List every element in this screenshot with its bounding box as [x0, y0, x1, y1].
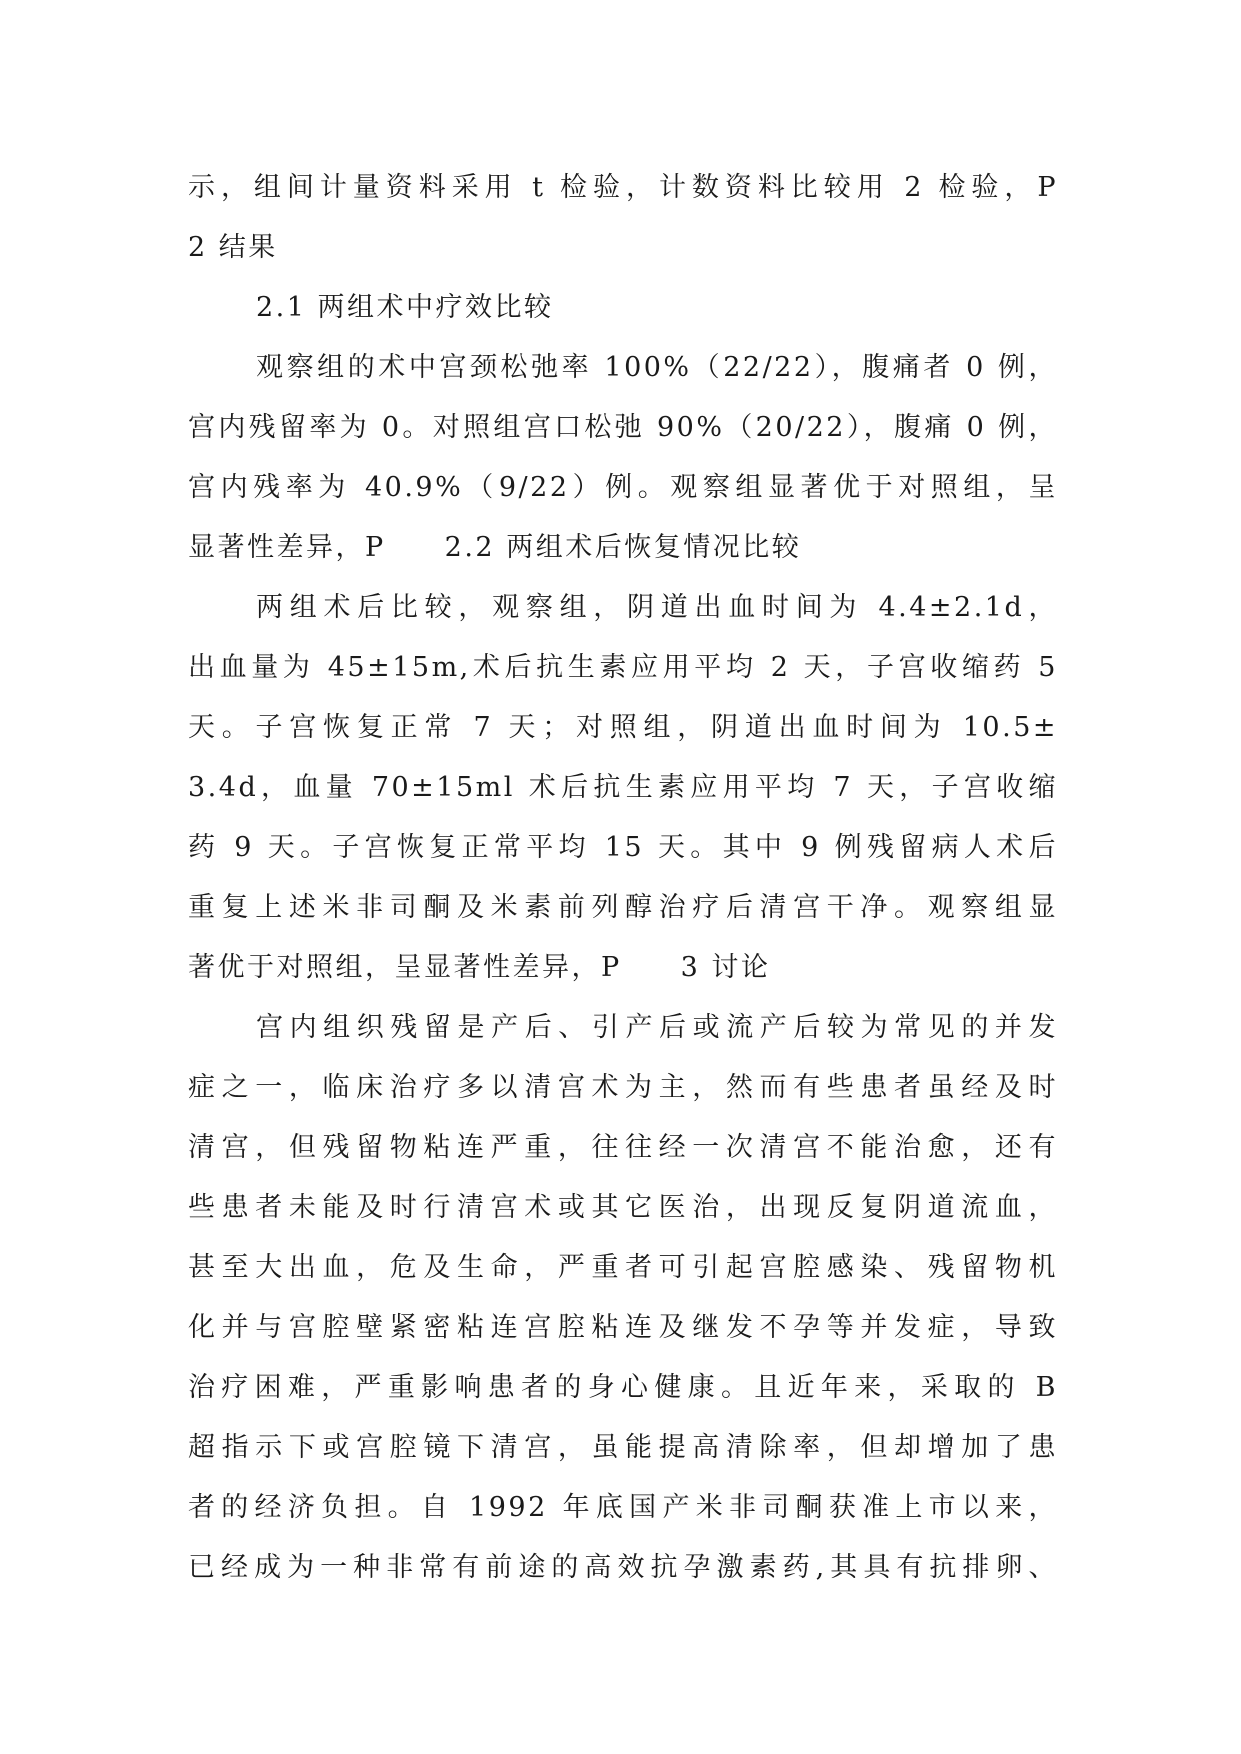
text-line: 者的经济负担。自 1992 年底国产米非司酮获准上市以来， [188, 1492, 1058, 1523]
text-line: 著优于对照组，呈显著性差异，P 3 讨论 [188, 952, 771, 983]
text-line: 天。子宫恢复正常 7 天；对照组，阴道出血时间为 10.5± [188, 712, 1058, 743]
text-line: 清宫，但残留物粘连严重，往往经一次清宫不能治愈，还有 [188, 1132, 1058, 1163]
section-heading: 2 结果 [188, 232, 278, 263]
text-line: 出血量为 45±15m,术后抗生素应用平均 2 天，子宫收缩药 5 [188, 652, 1058, 683]
text-line: 宫内残留率为 0。对照组宫口松弛 90%（20/22），腹痛 0 例， [188, 412, 1058, 443]
text-line: 显著性差异，P 2.2 两组术后恢复情况比较 [188, 532, 802, 563]
text-line: 超指示下或宫腔镜下清宫，虽能提高清除率，但却增加了患 [188, 1432, 1058, 1463]
text-line: 已经成为一种非常有前途的高效抗孕激素药,其具有抗排卵、 [188, 1552, 1058, 1583]
subsection-heading: 2.1 两组术中疗效比较 [256, 292, 554, 323]
text-line: 症之一，临床治疗多以清宫术为主，然而有些患者虽经及时 [188, 1072, 1058, 1103]
text-line: 3.4d，血量 70±15ml 术后抗生素应用平均 7 天，子宫收缩 [188, 772, 1058, 803]
body-text [188, 158, 1058, 1598]
text-line: 化并与宫腔壁紧密粘连宫腔粘连及继发不孕等并发症，导致 [188, 1312, 1058, 1343]
text-line: 甚至大出血，危及生命，严重者可引起宫腔感染、残留物机 [188, 1252, 1058, 1283]
text-line: 两组术后比较，观察组，阴道出血时间为 4.4±2.1d， [256, 592, 1058, 623]
text-line: 示，组间计量资料采用 t 检验，计数资料比较用 2 检验，P [188, 172, 1058, 203]
text-line: 观察组的术中宫颈松弛率 100%（22/22），腹痛者 0 例， [256, 352, 1058, 383]
text-line: 药 9 天。子宫恢复正常平均 15 天。其中 9 例残留病人术后 [188, 832, 1058, 863]
text-line: 重复上述米非司酮及米素前列醇治疗后清宫干净。观察组显 [188, 892, 1058, 923]
text-line: 宫内组织残留是产后、引产后或流产后较为常见的并发 [256, 1012, 1058, 1043]
text-line: 些患者未能及时行清宫术或其它医治，出现反复阴道流血， [188, 1192, 1058, 1223]
text-line: 宫内残率为 40.9%（9/22）例。观察组显著优于对照组，呈 [188, 472, 1058, 503]
text-line: 治疗困难，严重影响患者的身心健康。且近年来，采取的 B [188, 1372, 1058, 1403]
